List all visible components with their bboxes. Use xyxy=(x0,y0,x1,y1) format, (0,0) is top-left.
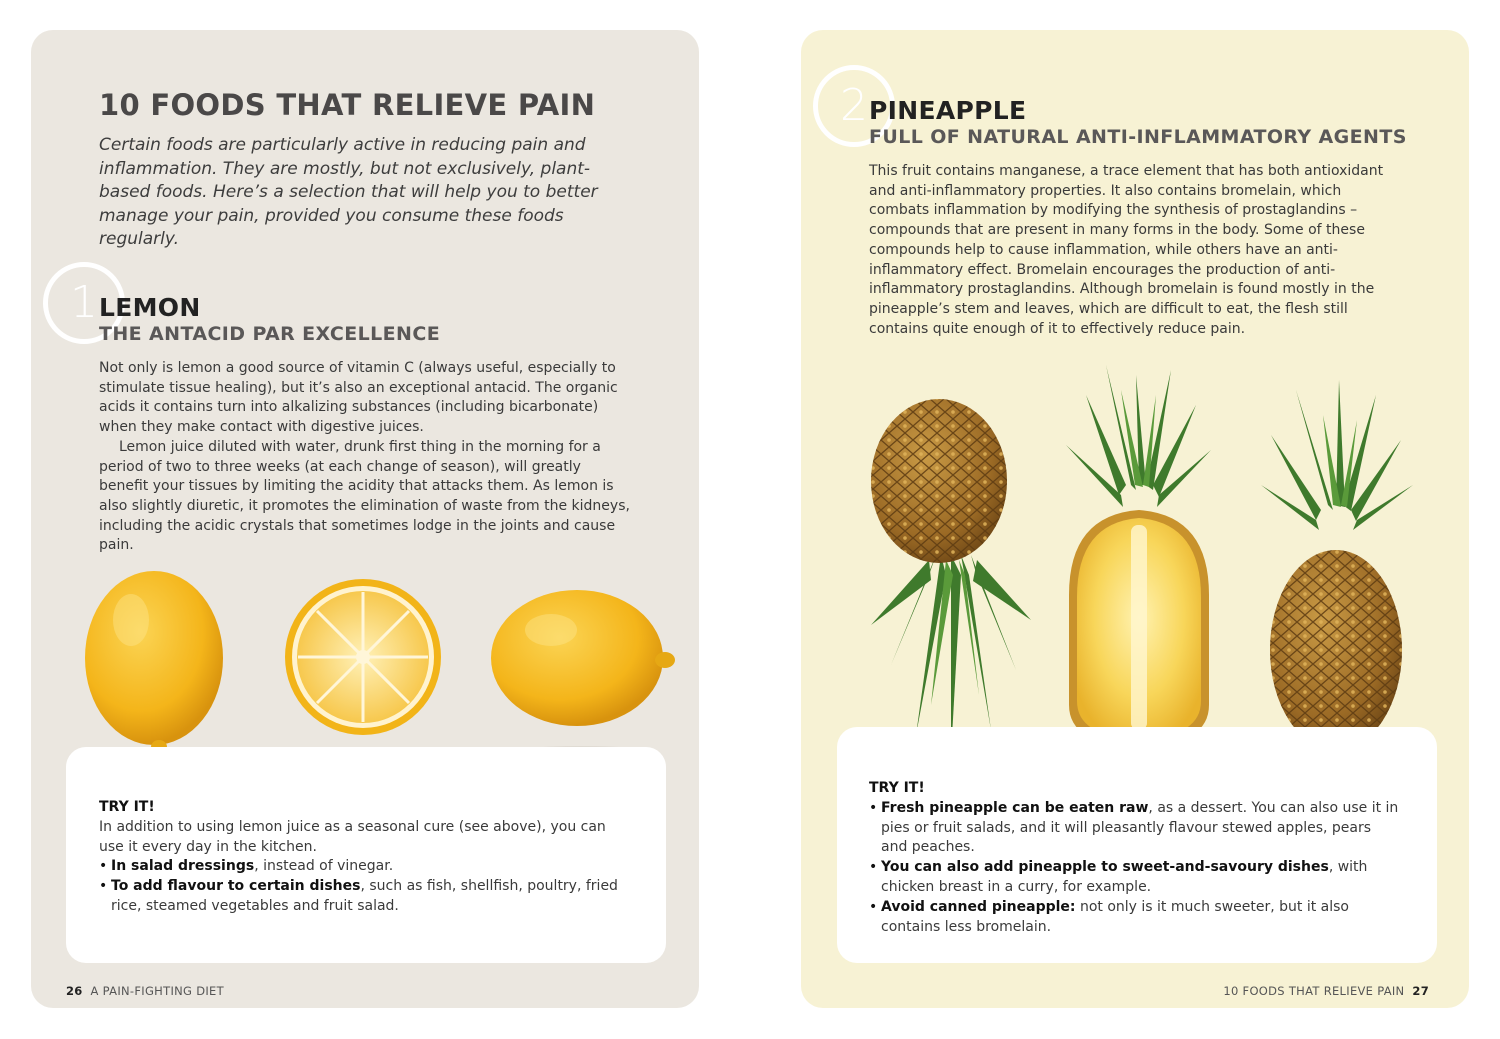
pineapple-paragraph: This fruit contains manganese, a trace element that has both antioxidant and anti-inflammatory properties. It also contains bromelain, which combats inflammation by modifying the synthesis of prostaglandins – compounds that are present in many forms in the body. Some of these compounds help to cause inflammation, while others have an anti-inflammatory effect. Bromelain encourages the production of anti-inflammatory prostaglandins. Although bromelain is found mostly in the pineapple’s stem and leaves, which are difficult to eat, the flesh still contains quite enough of it to effectively reduce pain. xyxy=(869,163,1384,337)
pineapple-body xyxy=(869,162,1394,339)
list-item: • You can also add pineapple to sweet-and-savoury dishes, with chicken breast in a curry, for example. xyxy=(869,858,1399,898)
list-item: • To add flavour to certain dishes, such as fish, shellfish, poultry, fried rice, steamed vegetables and fruit salad. xyxy=(99,877,629,917)
lemon-title: LEMON xyxy=(99,293,201,322)
footer-right xyxy=(1223,984,1429,998)
pineapple-whole-left xyxy=(871,399,1031,755)
lemon-paragraph-1: Not only is lemon a good source of vitamin C (always useful, especially to stimulate tissue healing), but it’s also an exceptional antacid. The organic acids it contains turn into alkalizing substances (including bicarbonate) when they make contact with digestive juices. xyxy=(99,360,618,436)
lemon-body xyxy=(99,359,634,556)
try-it-heading: TRY IT! xyxy=(99,799,155,815)
left-page xyxy=(31,30,699,1008)
list-item: • In salad dressings, instead of vinegar. xyxy=(99,857,629,877)
pineapple-title: PINEAPPLE xyxy=(869,96,1027,125)
page-number: 27 xyxy=(1412,984,1429,998)
page-number: 26 xyxy=(66,984,83,998)
try-it-pineapple-content xyxy=(869,779,1399,937)
pineapple-whole-right xyxy=(1261,380,1413,750)
footer-left xyxy=(66,984,224,998)
try-it-heading: TRY IT! xyxy=(869,780,925,796)
pineapple-subtitle: FULL OF NATURAL ANTI-INFLAMMATORY AGENTS xyxy=(869,126,1407,148)
lemons-illustration xyxy=(31,550,699,775)
try-it-list xyxy=(99,857,629,916)
halved-lemon xyxy=(285,579,441,735)
try-it-list xyxy=(869,799,1399,938)
item-number-badge: 2 xyxy=(813,65,895,147)
whole-lemon-right xyxy=(491,590,663,726)
lemon-paragraph-2: Lemon juice diluted with water, drunk first thing in the morning for a period of two to three weeks (at each change of season), will greatly benefit your tissues by limiting the acidity that attacks them. As lemon is also slightly diuretic, it promotes the elimination of waste from the kidneys, including the acidic crystals that sometimes lodge in the joints and cause pain. xyxy=(99,438,630,554)
try-it-intro: In addition to using lemon juice as a seasonal cure (see above), you can use it every day in the kitchen. xyxy=(99,818,606,855)
list-item: • Avoid canned pineapple: not only is it much sweeter, but it also contains less bromelain. xyxy=(869,898,1399,938)
intro-text: Certain foods are particularly active in reducing pain and inflammation. They are mostly, but not exclusively, plant-based foods. Here’s a selection that will help you to better manage your pain, provided you consume these foods regularly. xyxy=(99,135,598,249)
pineapples-illustration xyxy=(801,335,1469,755)
footer-label: 10 FOODS THAT RELIEVE PAIN xyxy=(1223,984,1405,998)
right-page xyxy=(801,30,1469,1008)
lemon-subtitle: THE ANTACID PAR EXCELLENCE xyxy=(99,323,441,345)
try-it-lemon-content xyxy=(99,798,629,917)
pineapple-halved xyxy=(1066,365,1211,747)
footer-label: A PAIN-FIGHTING DIET xyxy=(90,984,224,998)
page-title: 10 FOODS THAT RELIEVE PAIN xyxy=(99,88,596,122)
list-item: • Fresh pineapple can be eaten raw, as a dessert. You can also use it in pies or fruit salads, and it will pleasantly flavour stewed apples, pears and peaches. xyxy=(869,799,1399,858)
whole-lemon-left xyxy=(85,571,223,745)
item-number-badge: 1 xyxy=(43,262,125,344)
